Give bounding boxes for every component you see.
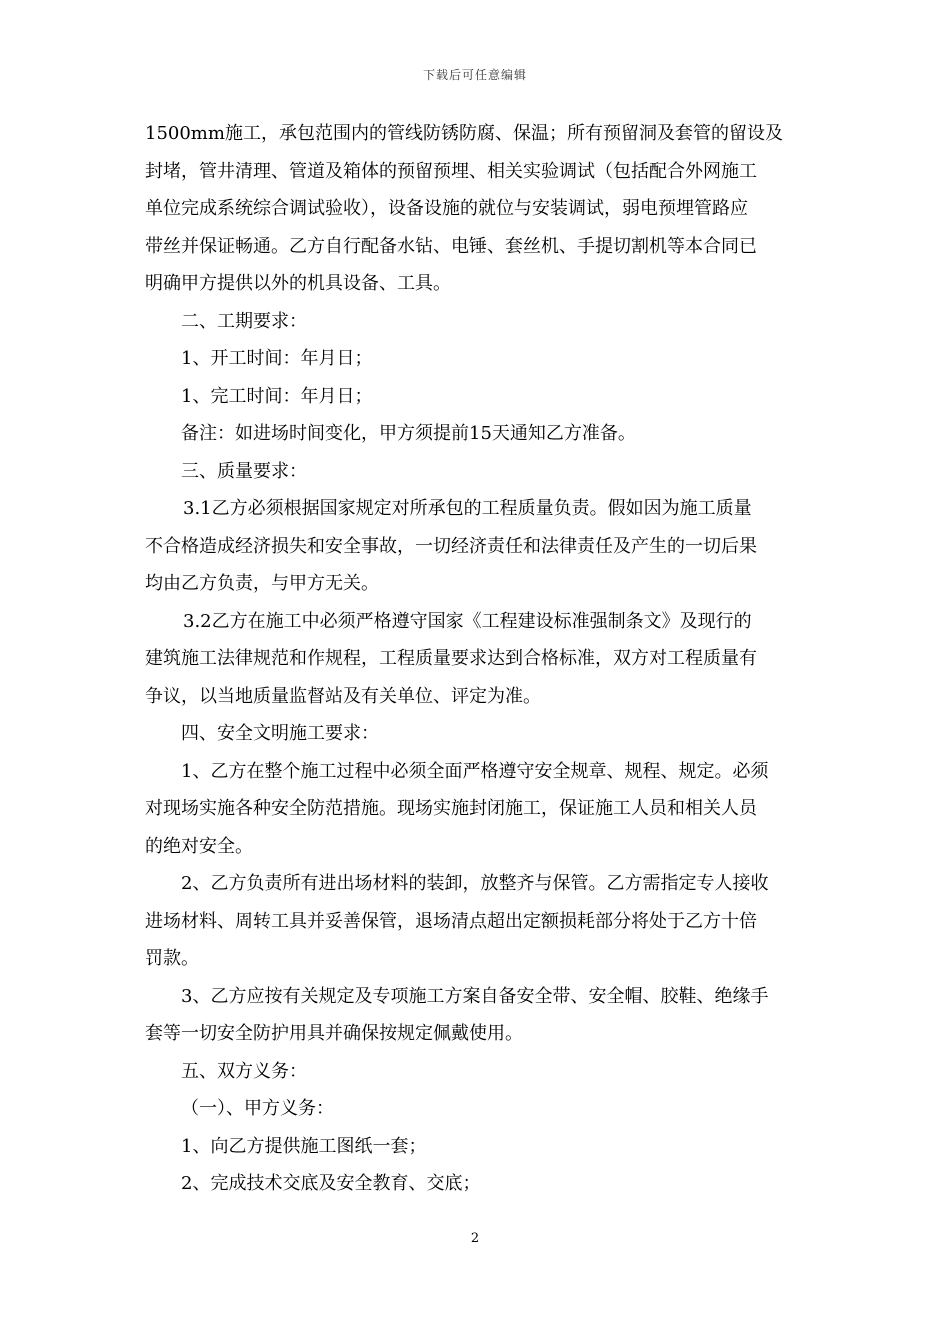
text-line: 争议，以当地质量监督站及有关单位、评定为准。	[145, 685, 541, 707]
section-heading-obligations: 五、双方义务：	[181, 1060, 307, 1082]
text-line: 1、完工时间：年月日；	[181, 385, 373, 407]
text-line: 不合格造成经济损失和安全事故，一切经济责任和法律责任及产生的一切后果	[145, 535, 757, 557]
text-line: 封堵，管井清理、管道及箱体的预留预埋、相关实验调试（包括配合外网施工	[145, 160, 757, 182]
text-line: 备注：如进场时间变化，甲方须提前15天通知乙方准备。	[181, 423, 636, 444]
text-line: 1、乙方在整个施工过程中必须全面严格遵守安全规章、规程、规定。必须	[181, 760, 769, 782]
text-line: 1500mm施工，承包范围内的管线防锈防腐、保温；所有预留洞及套管的留设及	[145, 123, 783, 144]
subsection-heading-party-a: （一）、甲方义务：	[181, 1098, 334, 1119]
section-heading-schedule: 二、工期要求：	[181, 310, 307, 332]
text-line: 带丝并保证畅通。乙方自行配备水钻、电锤、套丝机、手提切割机等本合同已	[145, 235, 757, 257]
text-line: 3.1乙方必须根据国家规定对所承包的工程质量负责。假如因为施工质量	[183, 498, 752, 519]
text-line: 2、完成技术交底及安全教育、交底；	[181, 1173, 481, 1194]
text-line: 明确甲方提供以外的机具设备、工具。	[145, 273, 451, 294]
text-line: 套等一切安全防护用具并确保按规定佩戴使用。	[145, 1023, 523, 1044]
text-line: 1、向乙方提供施工图纸一套；	[181, 1135, 427, 1157]
text-line: 均由乙方负责，与甲方无关。	[145, 573, 379, 594]
text-line: 3.2乙方在施工中必须严格遵守国家《工程建设标准强制条文》及现行的	[183, 610, 752, 632]
text-line: 3、乙方应按有关规定及专项施工方案自备安全带、安全帽、胶鞋、绝缘手	[181, 985, 769, 1007]
page-number: 2	[470, 1231, 480, 1246]
document-body	[145, 115, 808, 1203]
text-line: 进场材料、周转工具并妥善保管，退场清点超出定额损耗部分将处于乙方十倍	[145, 910, 757, 932]
text-line: 对现场实施各种安全防范措施。现场实施封闭施工，保证施工人员和相关人员	[145, 798, 757, 819]
text-line: 2、乙方负责所有进出场材料的装卸，放整齐与保管。乙方需指定专人接收	[181, 873, 769, 894]
text-line: 单位完成系统综合调试验收），设备设施的就位与安装调试，弱电预埋管路应	[145, 198, 748, 219]
text-line: 建筑施工法律规范和作规程，工程质量要求达到合格标准，双方对工程质量有	[145, 648, 757, 669]
section-heading-safety: 四、安全文明施工要求：	[181, 723, 379, 744]
text-line: 罚款。	[145, 948, 199, 969]
section-heading-quality: 三、质量要求：	[181, 460, 307, 482]
download-note-header: 下载后可任意编辑	[422, 68, 527, 82]
text-line: 1、开工时间：年月日；	[181, 348, 373, 369]
text-line: 的绝对安全。	[145, 835, 253, 857]
